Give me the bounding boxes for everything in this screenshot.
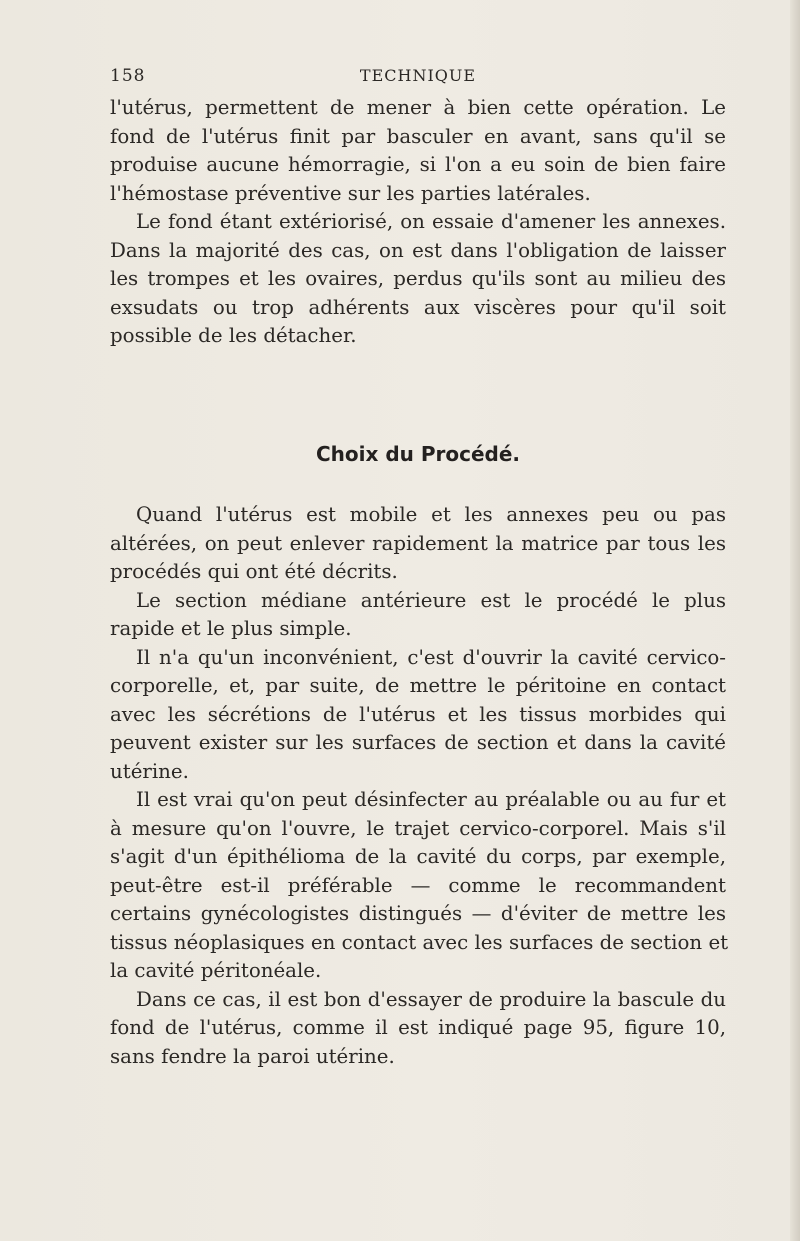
section-heading: Choix du Procédé. xyxy=(315,442,521,466)
text-line: procédés qui ont été décrits. xyxy=(110,560,398,583)
text-line: fond de l'utérus finit par basculer en avant, sans qu'il se xyxy=(110,124,726,148)
text-line: produise aucune hémorragie, si l'on a eu soin de bien faire xyxy=(110,153,726,176)
text-line: exsudats ou trop adhérents aux viscères pour qu'il soit xyxy=(110,295,726,319)
page-number: 158 xyxy=(110,66,146,86)
text-line: fond de l'utérus, comme il est indiqué page 95, figure 10, xyxy=(110,1016,726,1039)
running-head xyxy=(110,66,726,88)
text-line: rapide et le plus simple. xyxy=(110,617,352,640)
text-line: utérine. xyxy=(110,759,189,783)
text-line: avec les sécrétions de l'utérus et les tissus morbides qui xyxy=(110,702,726,726)
text-line: l'hémostase préventive sur les parties latérales. xyxy=(110,181,591,205)
text-line: certains gynécologistes distingués — d'éviter de mettre les xyxy=(110,902,726,925)
text-line: Le fond étant extériorisé, on essaie d'amener les annexes. xyxy=(136,210,726,233)
text-line: s'agit d'un épithélioma de la cavité du corps, par exemple, xyxy=(110,845,726,868)
text-block-2 xyxy=(110,501,729,1071)
text-line: corporelle, et, par suite, de mettre le péritoine en contact xyxy=(110,674,726,697)
text-line: à mesure qu'on l'ouvre, le trajet cervico-corporel. Mais s'il xyxy=(110,816,726,840)
text-line: Dans ce cas, il est bon d'essayer de produire la bascule du xyxy=(136,987,726,1011)
text-line: Il n'a qu'un inconvénient, c'est d'ouvrir la cavité cervico- xyxy=(136,645,726,669)
text-line: peut-être est-il préférable — comme le recommandent xyxy=(110,873,726,897)
text-line: la cavité péritonéale. xyxy=(110,959,322,982)
text-line: tissus néoplasiques en contact avec les surfaces de section et xyxy=(110,930,729,954)
page-edge xyxy=(790,0,800,1241)
text-line: Il est vrai qu'on peut désinfecter au préalable ou au fur et xyxy=(136,788,726,811)
text-line: Le section médiane antérieure est le procédé le plus xyxy=(136,588,726,612)
text-line: altérées, on peut enlever rapidement la matrice par tous les xyxy=(110,531,726,555)
text-line: les trompes et les ovaires, perdus qu'ils sont au milieu des xyxy=(110,267,726,290)
text-line: l'utérus, permettent de mener à bien cette opération. Le xyxy=(110,96,726,119)
text-line: Quand l'utérus est mobile et les annexes peu ou pas xyxy=(136,503,726,526)
text-line: possible de les détacher. xyxy=(110,324,357,347)
text-line: Dans la majorité des cas, on est dans l'obligation de laisser xyxy=(110,238,726,262)
text-line: sans fendre la paroi utérine. xyxy=(110,1044,395,1068)
text-block-1 xyxy=(110,94,726,351)
text-line: peuvent exister sur les surfaces de section et dans la cavité xyxy=(110,731,726,754)
running-title: TECHNIQUE xyxy=(359,66,477,85)
